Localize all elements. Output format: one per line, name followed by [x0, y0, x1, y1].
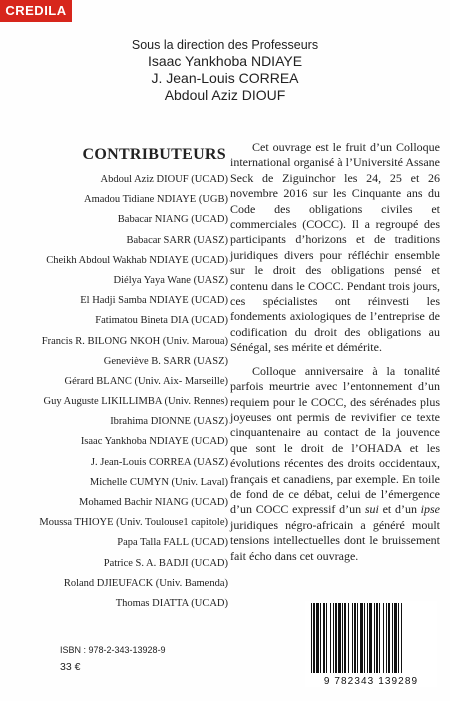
- barcode-bar: [348, 603, 349, 673]
- barcode-bar: [388, 603, 390, 673]
- barcode-bar: [379, 603, 380, 673]
- barcode-bar: [376, 603, 378, 673]
- barcode-bar: [323, 603, 325, 673]
- contributor-item: Mohamed Bachir NIANG (UCAD): [78, 497, 228, 508]
- barcode-bar: [386, 603, 387, 673]
- contributor-item: Ibrahima DIONNE (UASZ): [110, 416, 228, 428]
- barcode-bar: [338, 603, 341, 673]
- barcode-bar: [392, 603, 393, 673]
- barcode-bar: [398, 603, 399, 673]
- barcode-bar: [335, 603, 337, 673]
- paragraph2-part3: juridiques négro-africain a généré moult tensions intellectuelles dont le bruissement fait écho dans cet ouvrage.: [230, 517, 440, 563]
- summary-paragraph-2: [230, 364, 440, 564]
- contributor-item: El Hadji Samba NDIAYE (UCAD): [80, 295, 228, 307]
- paragraph2-part1: Colloque anniversaire à la tonalité parfois meurtrie avec l’entonnement d’un requiem pour le COCC, des sérénades plus joyeuses ont permis de revivifier ce texte cinquantenaire au contact de la jouvence que sont le droit de l’OHADA et les évolutions récentes des droits occidentaux, français et canadiens, par exemple. En toile de fond de ce débat, celui de l’émergence d’un COCC expressif d’un: [230, 363, 440, 517]
- summary-paragraph-1: Cet ouvrage est le fruit d’un Colloque international organisé à l’Université Assane Seck de Ziguinchor les 24, 25 et 26 novembre 2016 sur les Cinquante ans du Code des obligations civiles et commerciales (COCC). Il a regroupé des participants d’horizons et de traditions juridiques divers pour réfléchir ensemble sur le droit des obligations pensé et contenu dans le COCC. Pendant trois jours, ces spécialistes ont réinvesti les fondements axiologiques de l’entreprise de codification du droit des obligations au Sénégal, ses mérite et démérite.: [230, 140, 440, 355]
- barcode-bar: [344, 603, 346, 673]
- barcode-bar: [401, 603, 402, 673]
- barcode-bar: [330, 603, 331, 673]
- editor-name: Isaac Yankhoba NDIAYE: [147, 53, 303, 69]
- barcode-bars: [305, 601, 437, 675]
- contributor-item: Cheikh Abdoul Wakhab NDIAYE (UCAD): [46, 254, 228, 266]
- barcode-bar: [313, 603, 315, 673]
- barcode-bar: [354, 603, 356, 673]
- contributor-item: Babacar SARR (UASZ): [126, 234, 228, 246]
- contributor-item: Fatimatou Bineta DIA (UCAD): [95, 315, 228, 327]
- contributor-item: Guy Auguste LIKILLIMBA (Univ. Rennes): [43, 396, 228, 408]
- summary-text: [230, 140, 440, 564]
- contributor-item: Gérard BLANC (Univ. Aix- Marseille): [64, 375, 228, 387]
- contributor-item: Amadou Tidiane NDIAYE (UGB): [84, 194, 228, 206]
- price: 33 €: [60, 661, 81, 673]
- direction-lead: Sous la direction des Professeurs: [131, 38, 319, 52]
- latin-term-sui: sui: [364, 502, 379, 517]
- barcode-bar: [342, 603, 343, 673]
- contributor-item: Moussa THIOYE (Univ. Toulouse1 capitole): [39, 517, 228, 529]
- isbn: ISBN : 978-2-343-13928-9: [60, 645, 166, 655]
- barcode-bar: [316, 603, 319, 673]
- latin-term-ipse: ipse: [420, 502, 440, 517]
- barcode-bar: [311, 603, 312, 673]
- barcode-bar: [357, 603, 358, 673]
- barcode-bar: [369, 603, 372, 673]
- contributors-title: CONTRIBUTEURS: [82, 146, 226, 163]
- barcode-bar: [394, 603, 397, 673]
- editor-name: Abdoul Aziz DIOUF: [164, 87, 286, 103]
- contributor-item: Isaac Yankhoba NDIAYE (UCAD): [80, 436, 228, 448]
- barcode-bar: [333, 603, 334, 673]
- publisher-logo: CREDILA: [0, 0, 72, 22]
- barcode-bar: [383, 603, 384, 673]
- contributor-item: Patrice S. A. BADJI (UCAD): [103, 557, 228, 569]
- barcode: [305, 601, 437, 687]
- contributor-item: Papa Talla FALL (UCAD): [117, 537, 228, 549]
- barcode-bar: [352, 603, 353, 673]
- barcode-bar: [364, 603, 365, 673]
- contributor-item: Babacar NIANG (UCAD): [117, 214, 228, 226]
- barcode-bar: [374, 603, 375, 673]
- contributor-item: Thomas DIATTA (UCAD): [115, 597, 228, 609]
- barcode-digits: 9 782343 139289: [323, 676, 419, 687]
- barcode-bar: [320, 603, 321, 673]
- contributor-item: Geneviève B. SARR (UASZ): [103, 355, 228, 367]
- contributor-item: Diélya Yaya Wane (UASZ): [113, 274, 228, 286]
- contributor-item: Roland DJIEUFACK (Univ. Bamenda): [63, 577, 228, 589]
- paragraph2-part2: et d’un: [378, 502, 421, 517]
- contributor-item: Michelle CUMYN (Univ. Laval): [89, 476, 228, 488]
- contributor-item: J. Jean-Louis CORREA (UASZ): [90, 456, 228, 468]
- contributor-item: Abdoul Aziz DIOUF (UCAD): [100, 174, 228, 185]
- barcode-bar: [367, 603, 368, 673]
- barcode-bar: [326, 603, 327, 673]
- contributors-list: [3, 170, 228, 614]
- direction-block: [0, 38, 450, 104]
- barcode-bar: [360, 603, 363, 673]
- editor-name: J. Jean-Louis CORREA: [151, 70, 299, 86]
- contributor-item: Francis R. BILONG NKOH (Univ. Maroua): [41, 335, 228, 347]
